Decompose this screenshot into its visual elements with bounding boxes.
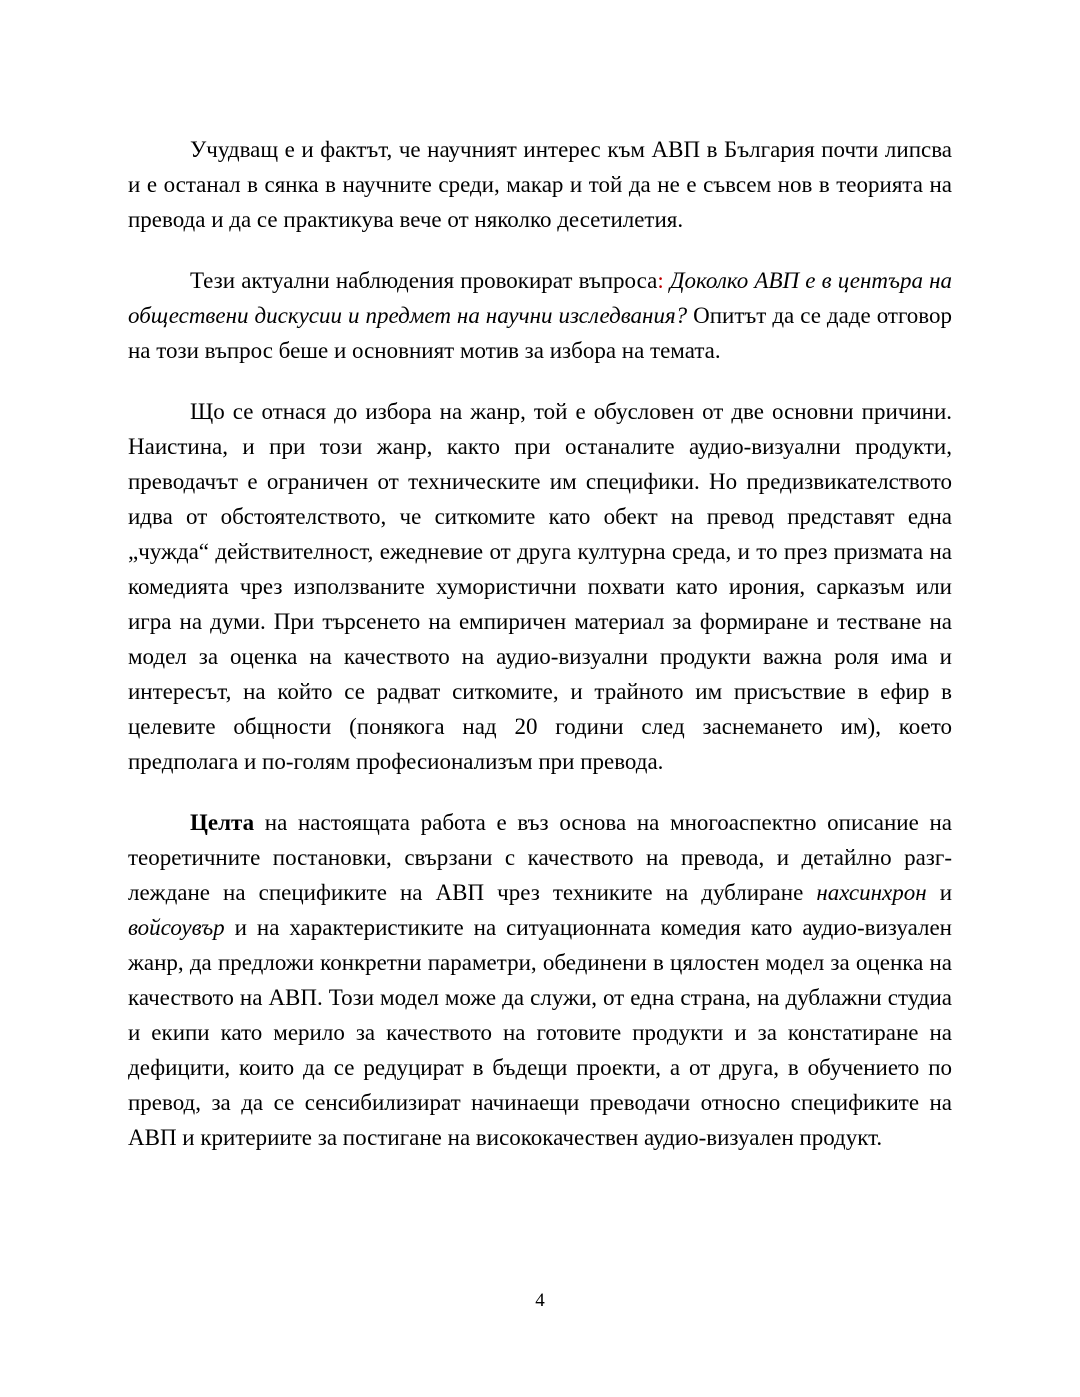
paragraph-2-colon: :	[657, 268, 664, 293]
research-question: Доколко АВП е в центъра на обществени дискусии и предмет на научни изследвания?	[128, 268, 953, 328]
paragraph-3	[128, 394, 952, 779]
paragraph-4-and: и	[939, 880, 952, 905]
paragraph-4-part2: и на характеристиките на ситуационната комедия като аудио-визуален жанр, да предложи конкретни параметри, обединени в цялостен модел за оценка на качеството на АВП. Този модел може да служи, от една страна, на дублажни студиа и екипи като мерило за качеството на готовите продукти и за констатиране на дефицити, които да се редуцират в бъдещи проекти, а от друга, в обучението по превод, за да се сенсибилизират начинаещи преводачи относно спецификите на АВП и критериите за постигане на висококачествен аудио-визуален продукт.	[128, 915, 952, 1150]
paragraph-4	[128, 805, 952, 1155]
paragraph-1-text: Учудващ е и фактът, че научният интерес към АВП в България почти липсва и е останал в сянка в научните среди, макар и той да не е съвсем нов в теорията на превода и да се практикува вече от няколко десетилетия.	[128, 137, 952, 232]
paragraph-2	[128, 263, 952, 368]
term-voiceover: войсоувър	[128, 915, 225, 940]
term-nachsynchron: нахсинхрон	[816, 880, 927, 905]
paragraph-2-tail: Опитът да се даде отговор на този въпрос беше и основният мотив за избора на темата.	[128, 303, 953, 363]
paragraph-4-part1: на настоящата работа е въз основа на многоаспектно описание на теоретичните постановки, свързани с качеството на превода, и детайлно разглеждане на спецификите на АВП чрез техниките на дублиране	[128, 810, 952, 905]
paragraph-1	[128, 132, 952, 237]
aim-keyword: Целта	[190, 810, 255, 835]
paragraph-3-text: Що се отнася до избора на жанр, той е обусловен от две основни причини. Наистина, и при този жанр, както при останалите аудио-визуални продукти, преводачът е ограничен от техническите им специфики. Но предизвикателството идва от обстоятелството, че ситкомите като обект на превод представят една „чужда“ действителност, ежедневие от друга културна среда, и то през призмата на комедията чрез използваните хумористични похвати като ирония, сарказъм или игра на думи. При търсенето на емпиричен материал за формиране и тестване на модел за оценка на качеството на аудио-визуални продукти важна роля има и интересът, на който се радват ситкомите, и трайното им присъствие в ефир в целевите общности (понякога над 20 години след заснемането им), което предполага и по-голям професионализъм при превода.	[128, 399, 952, 774]
page-body	[128, 132, 952, 1155]
paragraph-2-lead: Тези актуални наблюдения провокират въпроса	[190, 268, 658, 293]
page-number: 4	[535, 1290, 545, 1311]
